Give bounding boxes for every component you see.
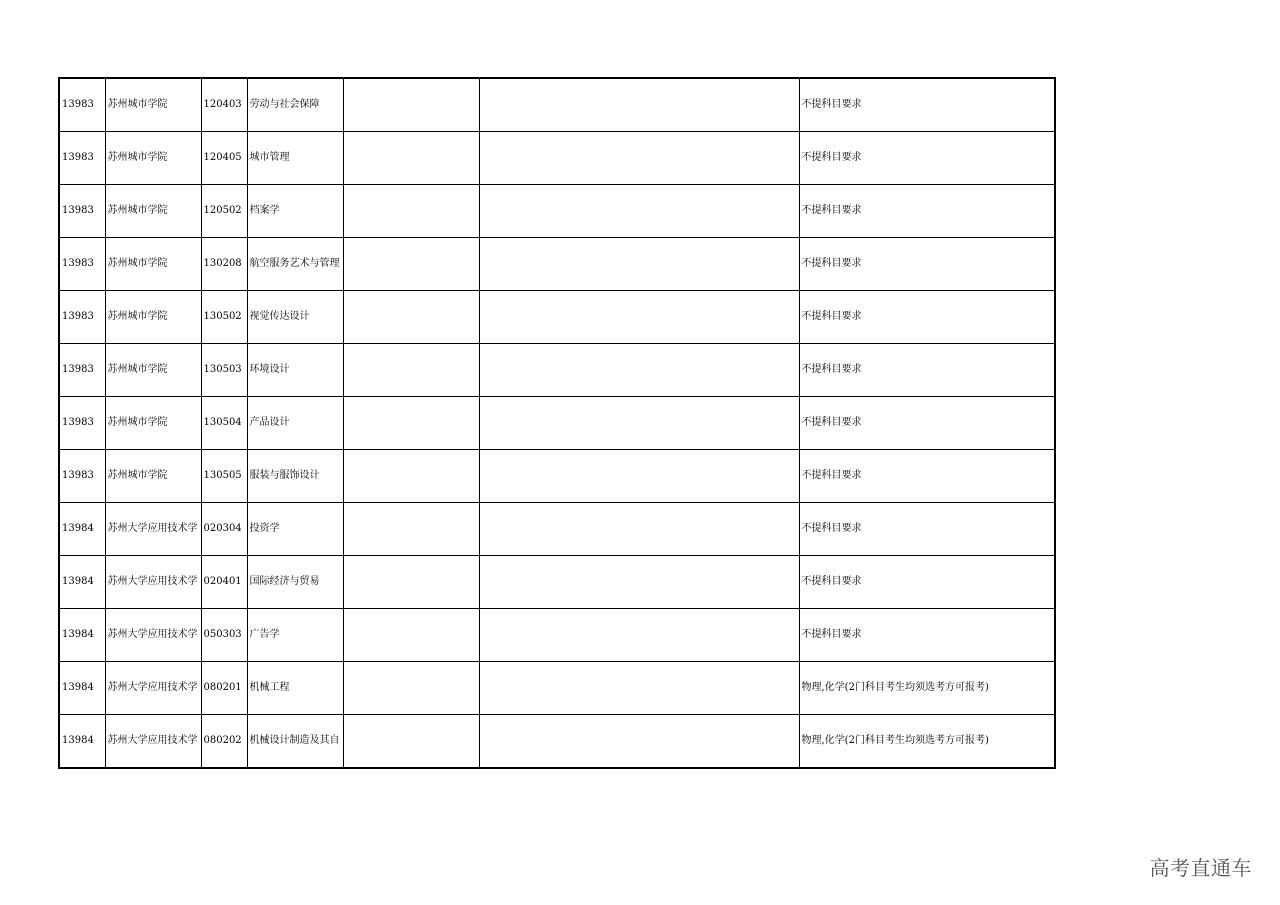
major-name-cell: 产品设计 [247,397,343,450]
school-code-cell: 13984 [59,503,105,556]
major-code-cell: 130208 [201,238,247,291]
empty-cell [479,662,799,715]
major-code-cell: 120405 [201,132,247,185]
subject-requirement-cell: 不提科目要求 [799,556,1055,609]
empty-cell [479,556,799,609]
empty-cell [479,503,799,556]
school-name-cell: 苏州城市学院 [105,238,201,291]
major-name-cell: 国际经济与贸易 [247,556,343,609]
empty-cell [479,78,799,132]
empty-cell [343,609,479,662]
subject-requirement-cell: 物理,化学(2门科目考生均须选考方可报考) [799,715,1055,769]
school-code-cell: 13984 [59,662,105,715]
empty-cell [479,238,799,291]
subject-requirement-cell: 不提科目要求 [799,450,1055,503]
empty-cell [343,662,479,715]
school-name-cell: 苏州城市学院 [105,450,201,503]
school-name-cell: 苏州城市学院 [105,132,201,185]
school-code-cell: 13983 [59,450,105,503]
school-name-cell: 苏州大学应用技术学 [105,609,201,662]
empty-cell [343,132,479,185]
major-name-cell: 城市管理 [247,132,343,185]
major-name-cell: 航空服务艺术与管理 [247,238,343,291]
school-code-cell: 13983 [59,344,105,397]
empty-cell [479,450,799,503]
table-body [59,78,1055,768]
school-code-cell: 13984 [59,715,105,769]
school-name-cell: 苏州城市学院 [105,344,201,397]
empty-cell [343,238,479,291]
empty-cell [343,397,479,450]
empty-cell [343,344,479,397]
table-row [59,344,1055,397]
empty-cell [343,450,479,503]
major-code-cell: 020401 [201,556,247,609]
subject-requirement-cell: 不提科目要求 [799,78,1055,132]
table-row [59,715,1055,769]
empty-cell [479,344,799,397]
subject-requirement-cell: 不提科目要求 [799,503,1055,556]
empty-cell [479,715,799,769]
major-name-cell: 机械工程 [247,662,343,715]
empty-cell [343,78,479,132]
subject-requirement-cell: 不提科目要求 [799,397,1055,450]
major-name-cell: 档案学 [247,185,343,238]
subject-requirement-cell: 不提科目要求 [799,185,1055,238]
empty-cell [343,291,479,344]
table-row [59,185,1055,238]
subject-requirement-cell: 物理,化学(2门科目考生均须选考方可报考) [799,662,1055,715]
empty-cell [343,185,479,238]
major-code-cell: 130502 [201,291,247,344]
table-row [59,132,1055,185]
empty-cell [479,397,799,450]
major-code-cell: 130505 [201,450,247,503]
table-row [59,78,1055,132]
school-name-cell: 苏州城市学院 [105,397,201,450]
major-name-cell: 投资学 [247,503,343,556]
subject-requirement-cell: 不提科目要求 [799,344,1055,397]
school-code-cell: 13983 [59,132,105,185]
school-code-cell: 13984 [59,609,105,662]
school-code-cell: 13983 [59,185,105,238]
school-name-cell: 苏州城市学院 [105,291,201,344]
major-code-cell: 130503 [201,344,247,397]
school-code-cell: 13983 [59,291,105,344]
major-name-cell: 环境设计 [247,344,343,397]
empty-cell [479,609,799,662]
major-code-cell: 120502 [201,185,247,238]
major-name-cell: 广告学 [247,609,343,662]
major-code-cell: 080202 [201,715,247,769]
school-code-cell: 13983 [59,238,105,291]
empty-cell [479,291,799,344]
table-row [59,238,1055,291]
school-name-cell: 苏州大学应用技术学 [105,556,201,609]
watermark-text: 高考直通车 [1149,856,1252,880]
major-name-cell: 机械设计制造及其自 [247,715,343,769]
subject-requirement-cell: 不提科目要求 [799,609,1055,662]
major-code-cell: 020304 [201,503,247,556]
empty-cell [479,132,799,185]
empty-cell [343,503,479,556]
table-row [59,450,1055,503]
subject-requirement-cell: 不提科目要求 [799,291,1055,344]
school-code-cell: 13984 [59,556,105,609]
major-code-cell: 050303 [201,609,247,662]
table-row [59,662,1055,715]
table-row [59,556,1055,609]
school-name-cell: 苏州大学应用技术学 [105,715,201,769]
admission-table [58,77,1056,769]
major-name-cell: 视觉传达设计 [247,291,343,344]
school-code-cell: 13983 [59,78,105,132]
subject-requirement-cell: 不提科目要求 [799,238,1055,291]
empty-cell [479,185,799,238]
major-name-cell: 劳动与社会保障 [247,78,343,132]
school-name-cell: 苏州大学应用技术学 [105,662,201,715]
school-name-cell: 苏州城市学院 [105,78,201,132]
empty-cell [343,556,479,609]
table-row [59,503,1055,556]
major-code-cell: 080201 [201,662,247,715]
school-code-cell: 13983 [59,397,105,450]
subject-requirement-cell: 不提科目要求 [799,132,1055,185]
table-row [59,397,1055,450]
empty-cell [343,715,479,769]
table-row [59,609,1055,662]
school-name-cell: 苏州城市学院 [105,185,201,238]
major-code-cell: 130504 [201,397,247,450]
school-name-cell: 苏州大学应用技术学 [105,503,201,556]
table-row [59,291,1055,344]
major-name-cell: 服装与服饰设计 [247,450,343,503]
major-code-cell: 120403 [201,78,247,132]
